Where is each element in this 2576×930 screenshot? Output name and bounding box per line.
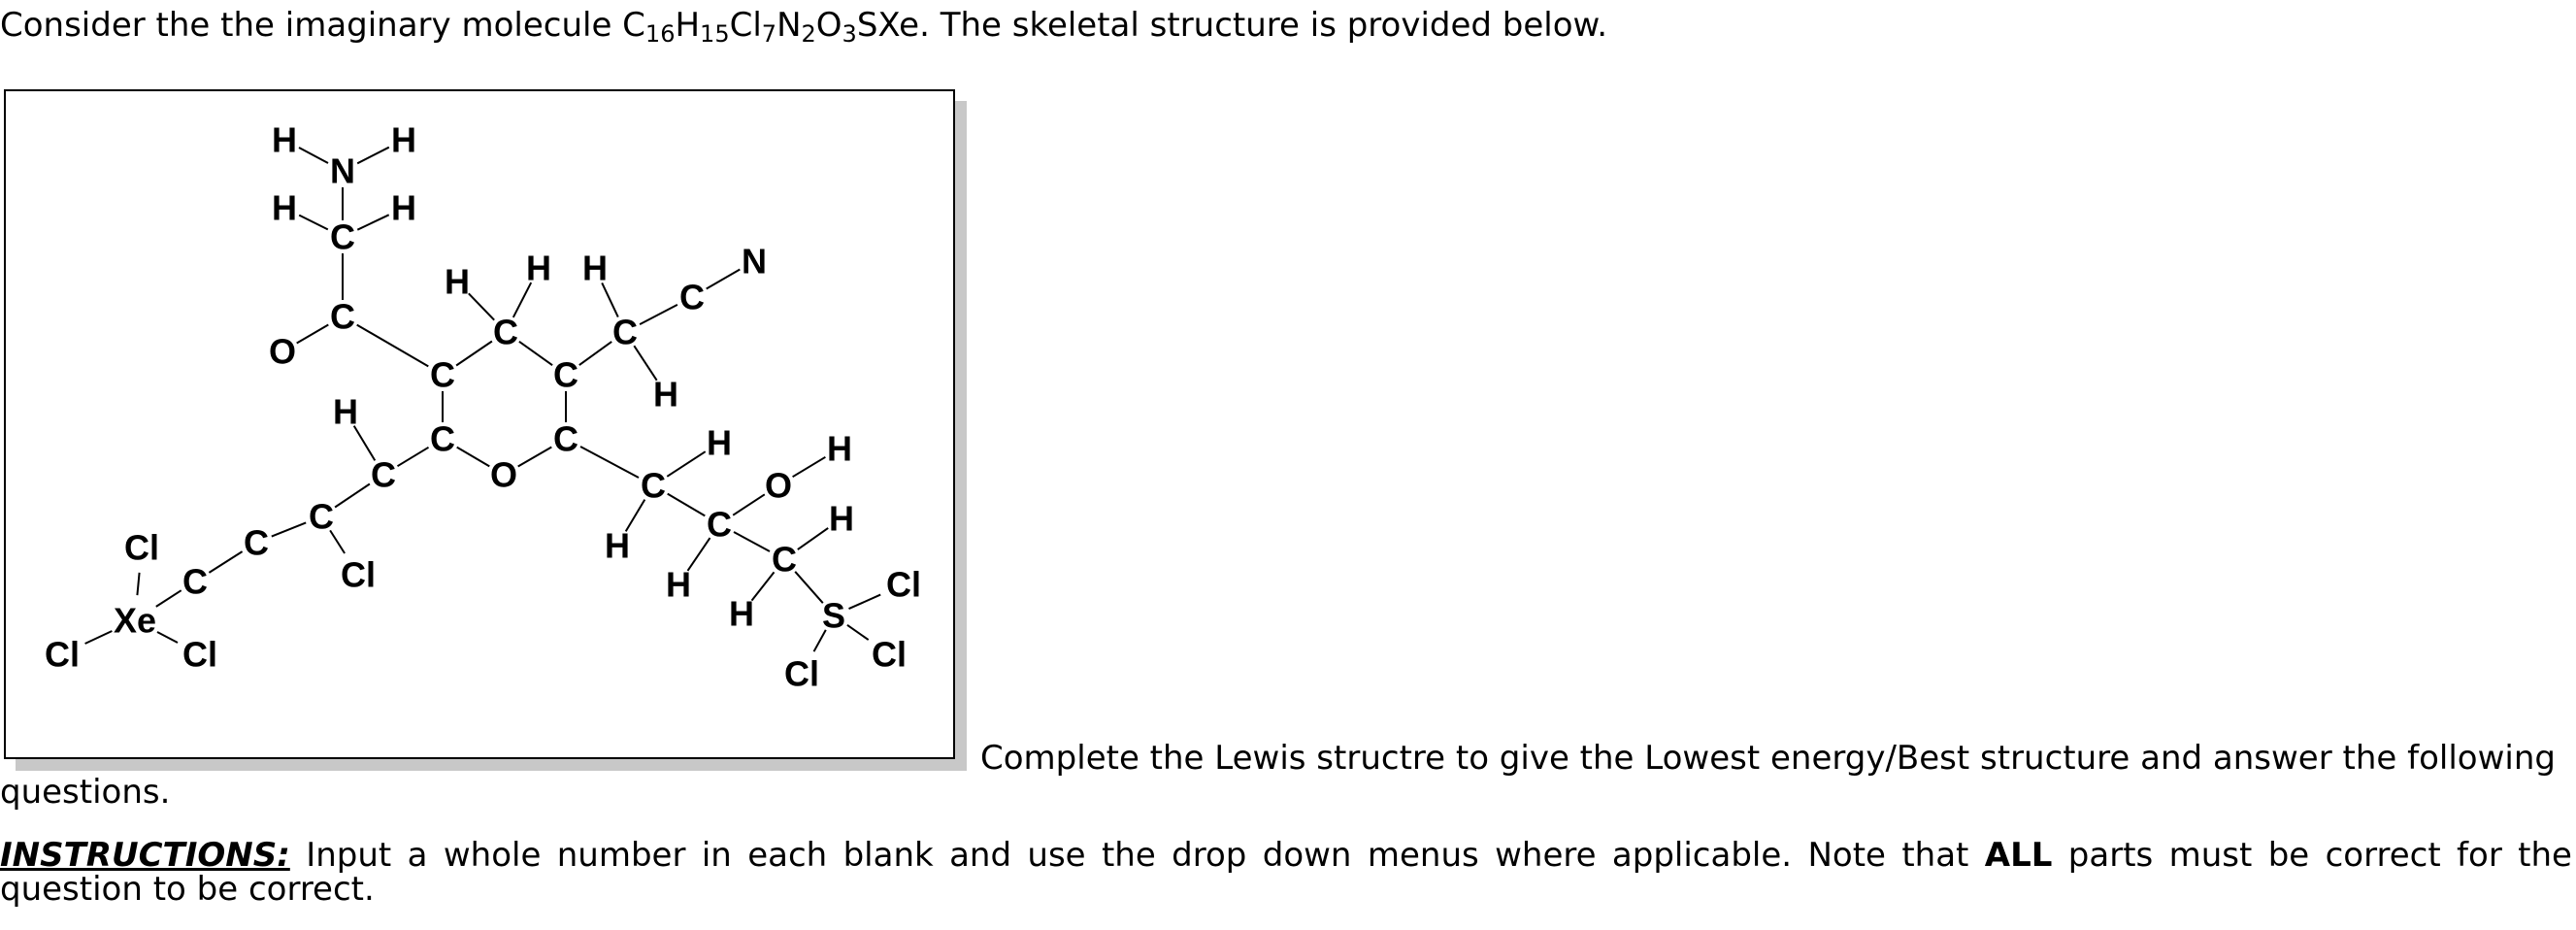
atom-H3: H bbox=[272, 187, 297, 228]
formula-element: Cl bbox=[729, 6, 762, 45]
bond-O3-H11 bbox=[793, 457, 826, 477]
bond-O2-C9 bbox=[457, 448, 490, 467]
formula-element: H bbox=[675, 6, 701, 45]
structure-figure bbox=[4, 89, 955, 759]
bond-C12-C13 bbox=[209, 551, 242, 573]
bond-C5-C6 bbox=[579, 342, 611, 365]
atom-H12: H bbox=[707, 422, 732, 463]
skeletal-structure-box bbox=[4, 89, 955, 759]
atom-N2: N bbox=[742, 241, 767, 282]
bond-C16-S bbox=[795, 572, 823, 603]
atom-C15: C bbox=[707, 504, 732, 545]
atom-Cl1: Cl bbox=[341, 554, 376, 595]
bond-C1-H4 bbox=[357, 215, 388, 229]
formula-subscript: 3 bbox=[842, 20, 857, 48]
bond-C2-O1 bbox=[297, 325, 329, 344]
bond-C15-O3 bbox=[733, 494, 765, 515]
formula-subscript: 2 bbox=[801, 20, 816, 48]
formula-subscript: 7 bbox=[761, 20, 777, 48]
bond-C1-H3 bbox=[299, 216, 328, 230]
bond-S-Cl6 bbox=[847, 625, 869, 640]
atom-H8: H bbox=[653, 374, 678, 415]
atom-H1: H bbox=[272, 119, 297, 160]
bond-C14-C15 bbox=[668, 494, 706, 516]
formula-element: C bbox=[622, 6, 645, 45]
intro-suffix: . The skeletal structure is provided below. bbox=[919, 6, 1608, 45]
instructions-all-emphasis: ALL bbox=[1984, 836, 2053, 875]
bond-Xe-Cl4 bbox=[157, 632, 178, 643]
formula-element: O bbox=[815, 6, 842, 45]
atom-C11: C bbox=[309, 496, 334, 537]
bond-C11-C12 bbox=[272, 522, 306, 536]
bond-C3-C4 bbox=[456, 342, 492, 366]
atom-H9: H bbox=[333, 391, 358, 432]
bond-C7-N2 bbox=[707, 270, 741, 289]
atom-H10: H bbox=[605, 525, 630, 566]
molecular-formula bbox=[622, 6, 920, 48]
atom-Cl5: Cl bbox=[886, 564, 921, 605]
lewis-instruction-text: Complete the Lewis structre to give the Lowest energy/Best structure and answer the following questions. bbox=[0, 739, 2556, 812]
atom-C12: C bbox=[244, 522, 269, 563]
atom-Cl6: Cl bbox=[872, 634, 907, 675]
bond-C13-Xe bbox=[156, 590, 182, 607]
atom-H15: H bbox=[729, 593, 754, 634]
atom-H5: H bbox=[445, 261, 470, 302]
atom-S: S bbox=[821, 595, 846, 636]
bond-C10-C11 bbox=[335, 484, 370, 508]
bond-C16-H14 bbox=[798, 528, 828, 549]
bond-C8-O2 bbox=[518, 448, 552, 467]
bond-C4-H5 bbox=[469, 293, 494, 319]
atom-C7: C bbox=[679, 277, 705, 317]
atom-Cl7: Cl bbox=[784, 653, 819, 694]
atom-H7: H bbox=[582, 248, 608, 288]
lewis-instructions bbox=[0, 739, 2572, 812]
atom-H14: H bbox=[829, 498, 854, 539]
bond-C15-C16 bbox=[734, 532, 770, 551]
atom-O3: O bbox=[764, 465, 793, 506]
atom-N1: N bbox=[330, 150, 355, 191]
bond-N1-H1 bbox=[299, 148, 328, 163]
instructions-text-b: parts must be correct for the question to be correct. bbox=[0, 836, 2572, 909]
atom-H2: H bbox=[391, 119, 416, 160]
instructions-text-a: Input a whole number in each blank and use the drop down menus where applicable. Note that bbox=[289, 836, 1985, 875]
atom-C2: C bbox=[330, 296, 355, 337]
atom-C5: C bbox=[553, 354, 578, 395]
intro-prefix: Consider the the imaginary molecule bbox=[0, 6, 623, 45]
atom-Cl3: Cl bbox=[45, 634, 80, 675]
bond-C6-C7 bbox=[640, 305, 677, 324]
formula-element: SXe bbox=[856, 6, 920, 45]
atom-C10: C bbox=[371, 454, 396, 495]
atom-C6: C bbox=[612, 312, 638, 352]
formula-subscript: 15 bbox=[700, 20, 730, 48]
atom-O2: O bbox=[489, 454, 518, 495]
atom-Cl2: Cl bbox=[124, 527, 159, 568]
instructions-paragraph bbox=[0, 836, 2572, 909]
atom-C4: C bbox=[493, 312, 518, 352]
atom-C16: C bbox=[772, 539, 797, 580]
atom-H4: H bbox=[391, 187, 416, 228]
bond-Xe-Cl2 bbox=[137, 573, 139, 595]
instructions-label: INSTRUCTIONS: bbox=[0, 836, 290, 875]
bond-N1-H2 bbox=[357, 148, 389, 164]
formula-element: N bbox=[776, 6, 802, 45]
atom-C1: C bbox=[330, 216, 355, 257]
atom-Xe: Xe bbox=[113, 600, 157, 641]
bond-C9-C10 bbox=[398, 448, 429, 466]
atom-C13: C bbox=[182, 561, 208, 602]
atom-H6: H bbox=[526, 248, 551, 288]
bond-S-Cl5 bbox=[849, 595, 881, 610]
atom-C3: C bbox=[430, 354, 455, 395]
bond-C14-H12 bbox=[667, 451, 705, 477]
bond-C2-C3 bbox=[357, 325, 429, 367]
atom-H13: H bbox=[666, 564, 691, 605]
question-intro bbox=[0, 2, 1607, 49]
bond-C8-C14 bbox=[580, 447, 639, 478]
bond-Xe-Cl3 bbox=[85, 631, 113, 644]
atom-O1: O bbox=[268, 331, 297, 372]
atom-C8: C bbox=[553, 418, 578, 459]
atom-Cl4: Cl bbox=[182, 634, 217, 675]
atom-C9: C bbox=[430, 418, 455, 459]
bond-C4-C5 bbox=[519, 342, 552, 365]
skeletal-structure-diagram bbox=[6, 91, 953, 757]
atom-C14: C bbox=[641, 465, 666, 506]
formula-subscript: 16 bbox=[644, 20, 676, 48]
atom-H11: H bbox=[827, 428, 852, 469]
